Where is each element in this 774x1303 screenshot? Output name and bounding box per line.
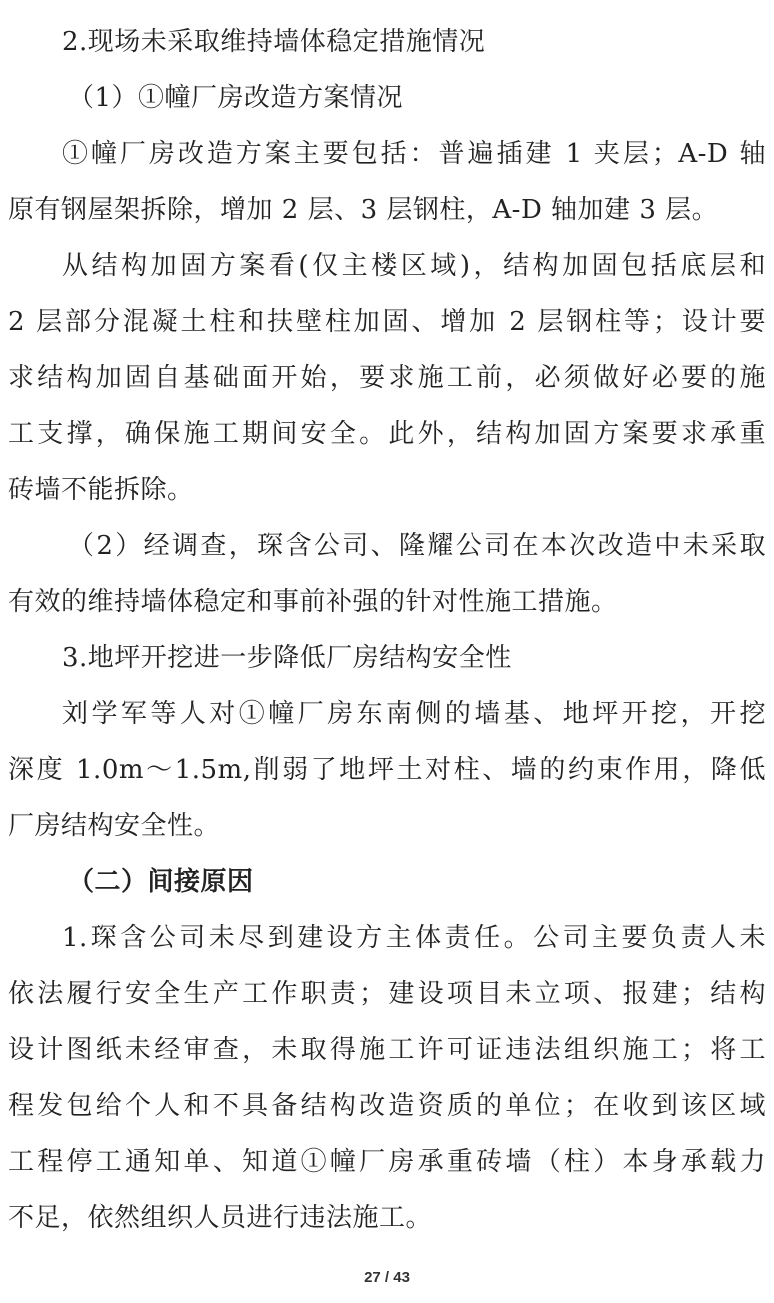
page-number: 27 / 43 bbox=[364, 1269, 410, 1286]
paragraph-line: 依法履行安全生产工作职责；建设项目未立项、报建；结构 bbox=[8, 979, 766, 1009]
paragraph-line: ①幢厂房改造方案主要包括：普遍插建 1 夹层；A-D 轴 bbox=[62, 139, 766, 169]
paragraph-line: 2 层部分混凝土柱和扶壁柱加固、增加 2 层钢柱等；设计要 bbox=[8, 307, 766, 337]
paragraph-line: 厂房结构安全性。 bbox=[8, 811, 221, 841]
paragraph-line: 原有钢屋架拆除，增加 2 层、3 层钢柱，A-D 轴加建 3 层。 bbox=[8, 195, 719, 225]
paragraph-line: 刘学军等人对①幢厂房东南侧的墙基、地坪开挖，开挖 bbox=[62, 699, 766, 729]
paragraph-line: 深度 1.0m～1.5m,削弱了地坪土对柱、墙的约束作用，降低 bbox=[8, 755, 766, 785]
paragraph-line: 1.琛含公司未尽到建设方主体责任。公司主要负责人未 bbox=[62, 923, 766, 953]
paragraph-line: 程发包给个人和不具备结构改造资质的单位；在收到该区域 bbox=[8, 1091, 766, 1121]
paragraph-line: 工支撑，确保施工期间安全。此外，结构加固方案要求承重 bbox=[8, 419, 766, 449]
subsection-heading: （1）①幢厂房改造方案情况 bbox=[68, 83, 404, 113]
paragraph-line: 从结构加固方案看(仅主楼区域)，结构加固包括底层和 bbox=[62, 251, 766, 281]
paragraph-line: 工程停工通知单、知道①幢厂房承重砖墙（柱）本身承载力 bbox=[8, 1147, 766, 1177]
section-heading-bold: （二）间接原因 bbox=[68, 867, 254, 897]
paragraph-line: 设计图纸未经审查，未取得施工许可证违法组织施工；将工 bbox=[8, 1035, 766, 1065]
paragraph-line: 求结构加固自基础面开始，要求施工前，必须做好必要的施 bbox=[8, 363, 766, 393]
section-heading: 3.地坪开挖进一步降低厂房结构安全性 bbox=[62, 643, 512, 673]
section-heading: 2.现场未采取维持墙体稳定措施情况 bbox=[62, 27, 486, 57]
paragraph-line: 不足，依然组织人员进行违法施工。 bbox=[8, 1203, 433, 1233]
paragraph-line: （2）经调查，琛含公司、隆耀公司在本次改造中未采取 bbox=[68, 531, 766, 561]
paragraph-line: 砖墙不能拆除。 bbox=[8, 475, 194, 505]
paragraph-line: 有效的维持墙体稳定和事前补强的针对性施工措施。 bbox=[8, 587, 618, 617]
